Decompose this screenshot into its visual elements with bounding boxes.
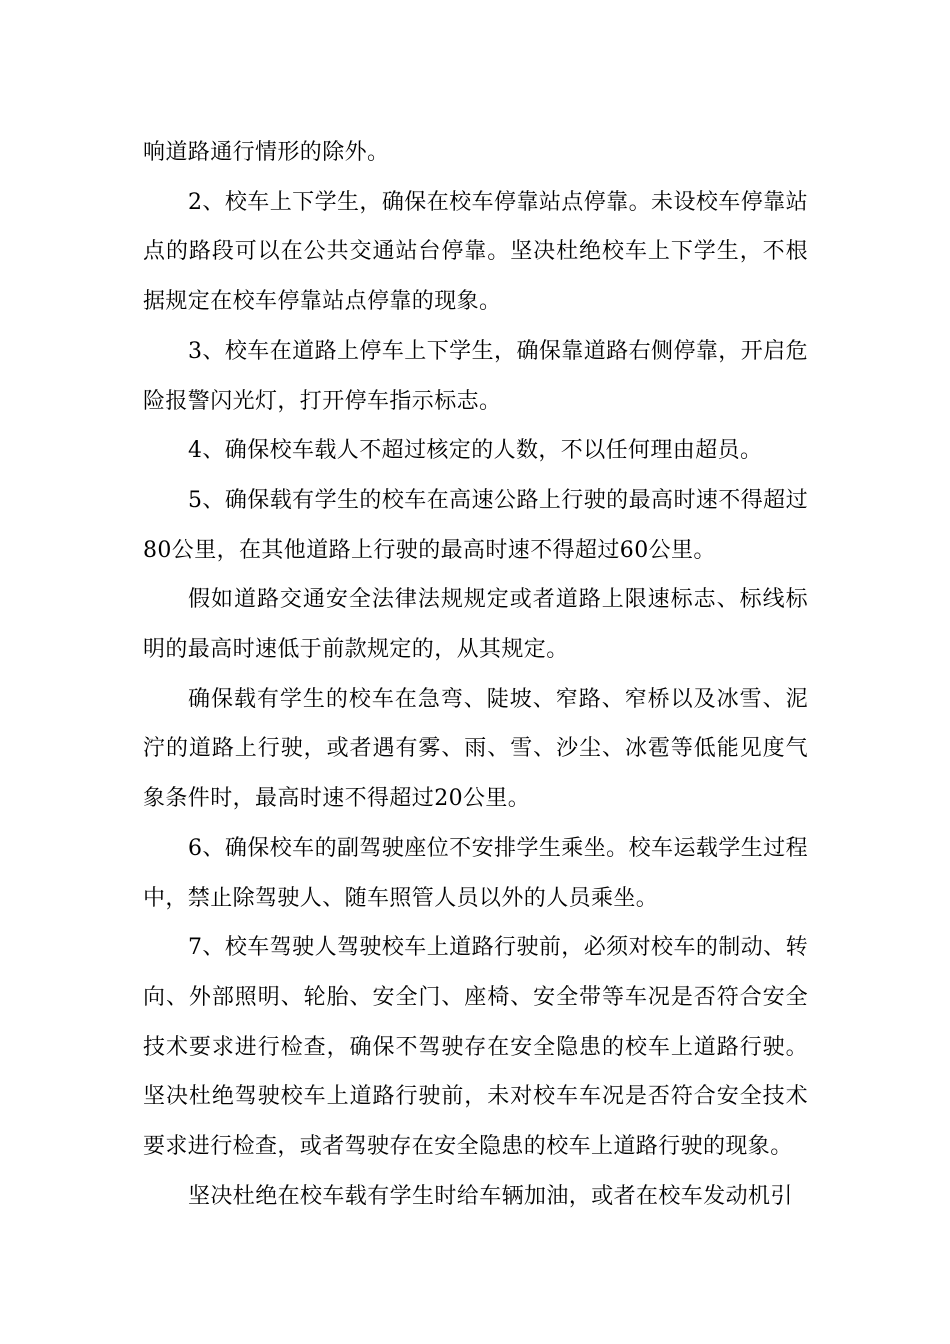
- paragraph-item-2: 2、校车上下学生，确保在校车停靠站点停靠。未设校车停靠站点的路段可以在公共交通站台停靠。坚决杜绝校车上下学生，不根据规定在校车停靠站点停靠的现象。: [143, 189, 808, 315]
- paragraph-item-6: 6、确保校车的副驾驶座位不安排学生乘坐。校车运载学生过程中，禁止除驾驶人、随车照管人员以外的人员乘坐。: [143, 835, 808, 911]
- paragraph-low-visibility: 确保载有学生的校车在急弯、陡坡、窄路、窄桥以及冰雪、泥泞的道路上行驶，或者遇有雾、雨、雪、沙尘、冰雹等低能见度气象条件时，最高时速不得超过20公里。: [143, 686, 808, 812]
- paragraph-continuation: 响道路通行情形的除外。: [143, 140, 390, 165]
- paragraph-item-7: 7、校车驾驶人驾驶校车上道路行驶前，必须对校车的制动、转向、外部照明、轮胎、安全门、座椅、安全带等车况是否符合安全技术要求进行检查，确保不驾驶存在安全隐患的校车上道路行驶。坚决杜绝驾驶校车上道路行驶前，未对校车车况是否符合安全技术要求进行检查，或者驾驶存在安全隐患的校车上道路行驶的现象。: [143, 935, 808, 1160]
- paragraph-refueling: 坚决杜绝在校车载有学生时给车辆加油，或者在校车发动机引: [188, 1183, 793, 1209]
- paragraph-speed-exception: 假如道路交通安全法律法规规定或者道路上限速标志、标线标明的最高时速低于前款规定的，从其规定。: [143, 587, 808, 663]
- paragraph-item-4: 4、确保校车载人不超过核定的人数，不以任何理由超员。: [188, 438, 763, 464]
- document-body: [143, 128, 808, 1221]
- paragraph-item-3: 3、校车在道路上停车上下学生，确保靠道路右侧停靠，开启危险报警闪光灯，打开停车指示标志。: [143, 338, 808, 414]
- paragraph-item-5: 5、确保载有学生的校车在高速公路上行驶的最高时速不得超过80公里，在其他道路上行驶的最高时速不得超过60公里。: [143, 487, 808, 563]
